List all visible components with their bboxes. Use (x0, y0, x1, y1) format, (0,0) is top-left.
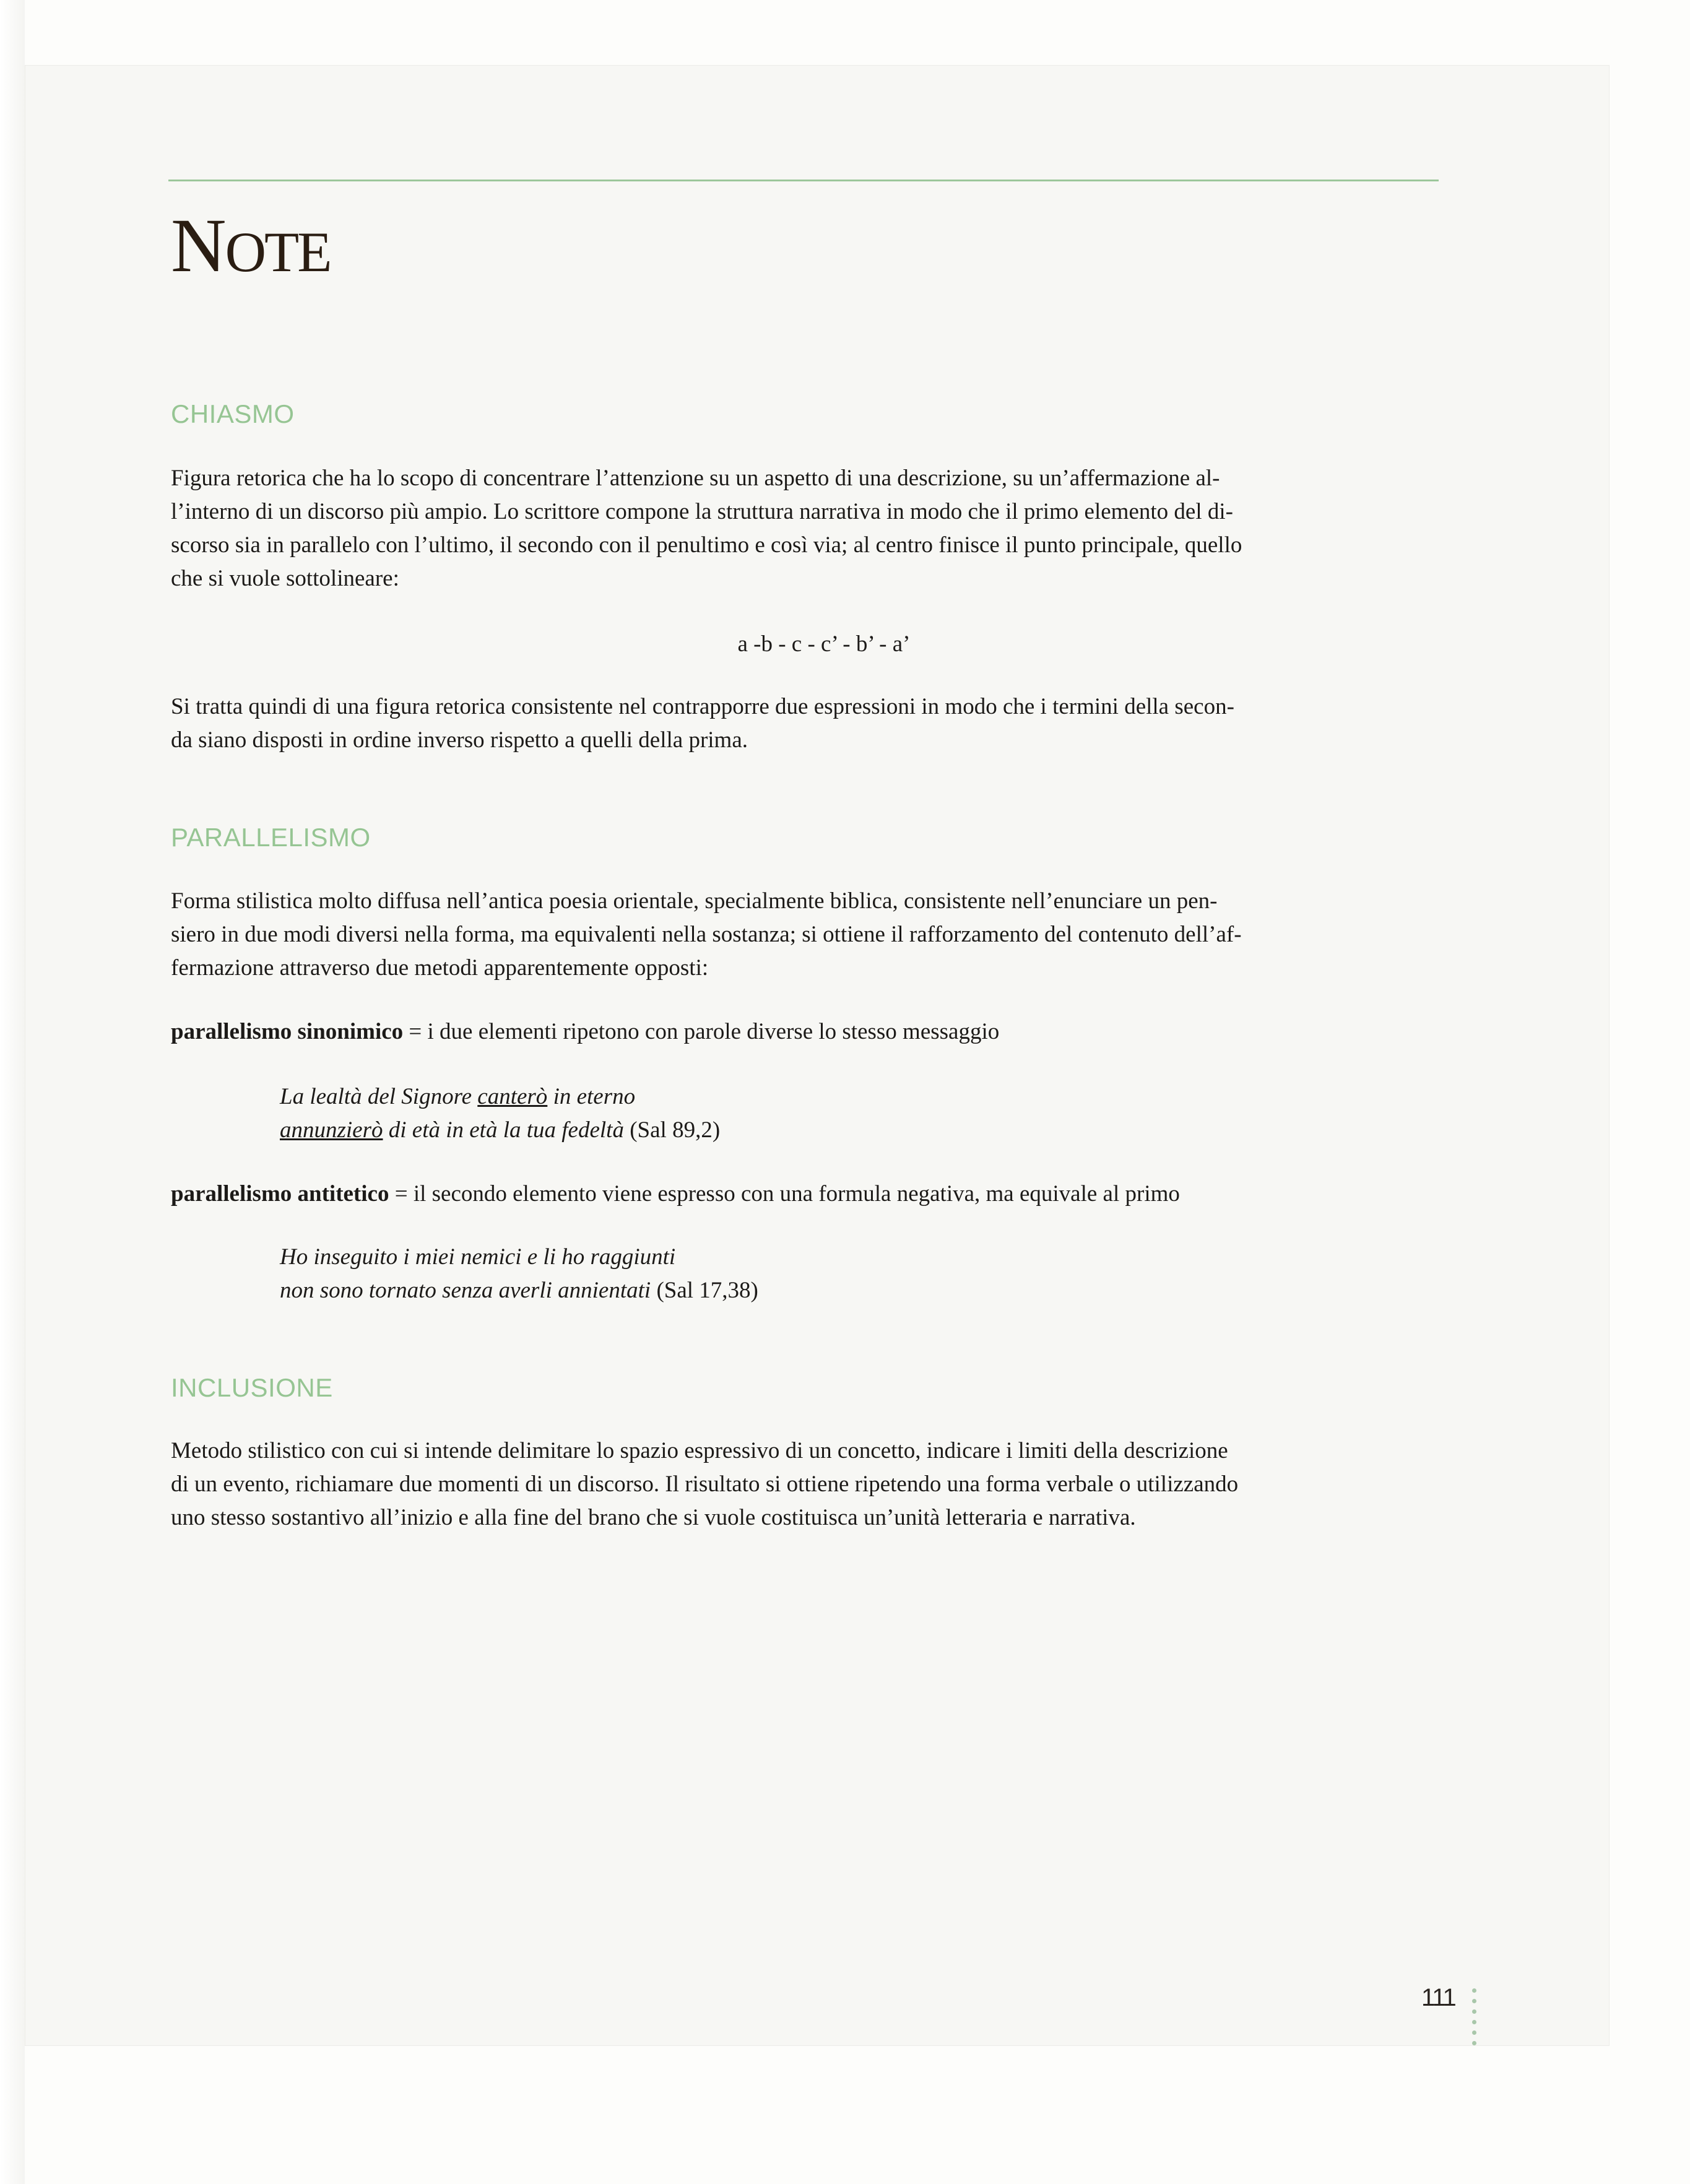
quote-sinonimico (280, 1080, 720, 1147)
text-line: fermazione attraverso due metodi apparentemente opposti: (171, 955, 709, 981)
text-line: uno stesso sostantivo all’inizio e alla fine del brano che si vuole costituisca un’unità letteraria e narrativa. (171, 1505, 1136, 1530)
text-line: l’interno di un discorso più ampio. Lo scrittore compone la struttura narrativa in modo che il primo elemento del di- (171, 499, 1233, 524)
parallelismo-paragraph (171, 885, 1477, 985)
definition-text: = il secondo elemento viene espresso con una formula negativa, ma equivale al primo (389, 1181, 1180, 1207)
title-initial: N (171, 203, 225, 288)
definition-sinonimico (171, 1015, 999, 1049)
text-line: da siano disposti in ordine inverso rispetto a quelli della prima. (171, 727, 748, 753)
page-number: 111 (1421, 1984, 1455, 2011)
text-line: Forma stilistica molto diffusa nell’antica poesia orientale, specialmente biblica, consistente nell’enunciare un pen- (171, 888, 1218, 914)
quote-text: Ho inseguito i miei nemici e li ho raggiunti (280, 1244, 676, 1270)
definition-text: = i due elementi ripetono con parole diverse lo stesso messaggio (403, 1019, 1000, 1044)
quote-text: in eterno (547, 1084, 636, 1109)
text-line: Metodo stilistico con cui si intende delimitare lo spazio espressivo di un concetto, indicare i limiti della descrizione (171, 1438, 1228, 1463)
page-edge (0, 0, 25, 2184)
section-heading-chiasmo: CHIASMO (171, 399, 295, 428)
quote-line (280, 1274, 758, 1307)
inclusione-paragraph (171, 1434, 1477, 1535)
text-line: Si tratta quindi di una figura retorica consistente nel contrapporre due espressioni in modo che i termini della secon- (171, 694, 1234, 719)
text-line: siero in due modi diversi nella forma, ma equivalenti nella sostanza; si ottiene il rafforzamento del contenuto dell’af- (171, 922, 1242, 947)
quote-underlined-word: canterò (477, 1084, 548, 1109)
section-heading-inclusione: INCLUSIONE (171, 1373, 333, 1402)
definition-antitetico (171, 1177, 1180, 1211)
chiasmo-paragraph-2 (171, 690, 1477, 757)
text-line: Figura retorica che ha lo scopo di concentrare l’attenzione su un aspetto di una descrizione, su un’affermazione al- (171, 466, 1220, 491)
chiasmo-paragraph-1 (171, 462, 1477, 596)
chiasmo-formula: a -b - c - c’ - b’ - a’ (737, 631, 911, 657)
text-line: di un evento, richiamare due momenti di un discorso. Il risultato si ottiene ripetendo una forma verbale o utilizzando (171, 1471, 1239, 1497)
text-line: scorso sia in parallelo con l’ultimo, il secondo con il penultimo e così via; al centro finisce il punto principale, quello (171, 532, 1242, 558)
quote-reference: (Sal 89,2) (623, 1117, 721, 1143)
text-line: che si vuole sottolineare: (171, 566, 399, 591)
quote-line (280, 1241, 758, 1274)
title-rest: OTE (225, 220, 331, 284)
quote-line (280, 1080, 720, 1114)
page-sheet (25, 65, 1610, 2046)
term-sinonimico: parallelismo sinonimico (171, 1019, 404, 1044)
page-title (171, 203, 331, 288)
header-rule (168, 180, 1439, 181)
quote-text: La lealtà del Signore (280, 1084, 478, 1109)
quote-line (280, 1114, 720, 1147)
quote-text: di età in età la tua fedeltà (383, 1117, 624, 1143)
quote-underlined-word: annunzierò (280, 1117, 383, 1143)
quote-antitetico (280, 1241, 758, 1307)
quote-text: non sono tornato senza averli annientati (280, 1278, 651, 1303)
term-antitetico: parallelismo antitetico (171, 1181, 389, 1207)
decorative-dots (1472, 1988, 1478, 2052)
quote-reference: (Sal 17,38) (651, 1278, 758, 1303)
section-heading-parallelismo: PARALLELISMO (171, 823, 371, 852)
